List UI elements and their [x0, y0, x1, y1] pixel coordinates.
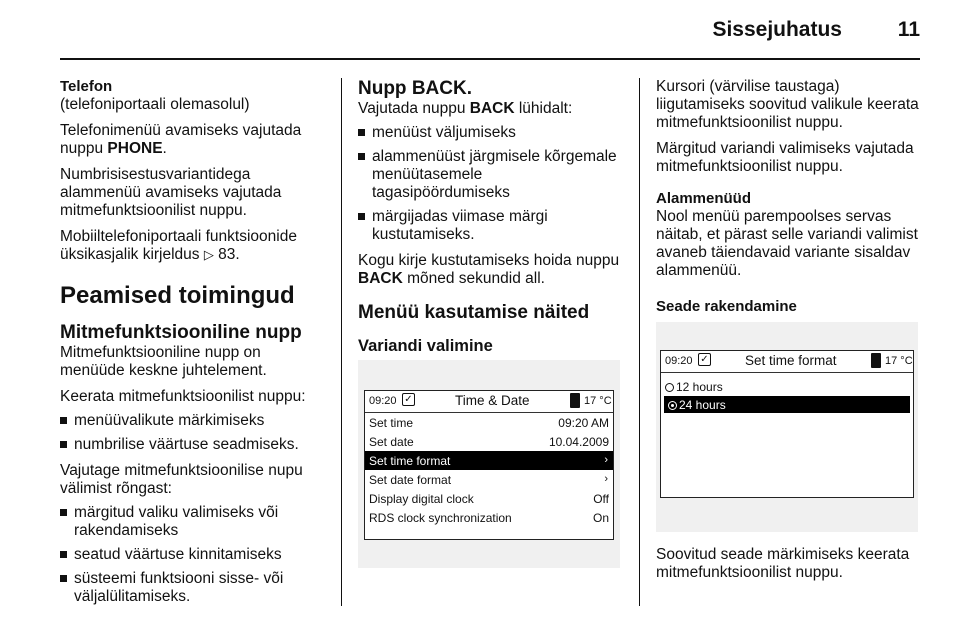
temperature: 17 °C: [885, 355, 913, 367]
paragraph: Numbrisisestusvariantidega alammenüü avamiseks vajutada mitmefunktsioonilist nuppu.: [60, 166, 282, 219]
column-2: [358, 78, 623, 356]
screen-title: Set time format: [745, 353, 837, 368]
menu-row[interactable]: Set time 09:20 AM: [369, 416, 609, 430]
submenu-arrow-icon: ›: [604, 454, 608, 466]
paragraph: Kursori (värvilise taustaga) liigutamiseks soovitud valikule keerata mitmefunktsioonilist nuppu.: [656, 78, 919, 131]
list-item: märgijadas viimase märgi kustutamiseks.: [358, 208, 623, 244]
status-bar: [365, 391, 613, 413]
column-3-footer: [656, 546, 924, 590]
phone-icon: [570, 393, 580, 408]
list-item: seatud väärtuse kinnitamiseks: [60, 546, 325, 564]
screen-title: Time & Date: [455, 393, 530, 408]
screen-image-set-time-format: [656, 322, 918, 532]
paragraph: Mobiiltelefoniportaali funktsioonide üksikasjalik kirjeldus ▷ 83.: [60, 228, 297, 263]
paragraph: Soovitud seade märkimiseks keerata mitmefunktsioonilist nuppu.: [656, 546, 910, 581]
alammenuud-heading: Alammenüüd: [656, 190, 752, 207]
list-item: menüüvalikute märkimiseks: [60, 412, 325, 430]
example-heading: Variandi valimine: [358, 337, 493, 355]
status-bar: [661, 351, 913, 373]
column-3: [656, 78, 924, 316]
temperature: 17 °C: [584, 395, 612, 407]
list-item: alammenüüst järgmisele kõrgemale menüütasemele tagasipöördumiseks: [358, 148, 623, 202]
submenu-arrow-icon: ›: [604, 473, 608, 485]
header-rule: [60, 58, 920, 60]
menu-row-selected[interactable]: Set time format ›: [365, 451, 613, 470]
page-number: 11: [897, 18, 920, 41]
paragraph: Kogu kirje kustutamiseks hoida nuppu BACK mõned sekundid all.: [358, 252, 620, 287]
list-item: menüüst väljumiseks: [358, 124, 623, 142]
radio-option[interactable]: 12 hours: [661, 377, 913, 396]
list-item: süsteemi funktsiooni sisse- või väljalülitamiseks.: [60, 570, 325, 606]
chapter-title: Sissejuhatus: [712, 18, 842, 41]
subsection-heading: Nupp BACK.: [358, 78, 472, 99]
list-item: numbrilise väärtuse seadmiseks.: [60, 436, 325, 454]
paragraph: Nool menüü parempoolses servas näitab, et pärast selle variandi valimist avaneb täiendavaid variante sisaldav alammenüü.: [656, 208, 918, 279]
menu-row[interactable]: RDS clock synchronization On: [369, 511, 609, 525]
telefon-subtitle: (telefoniportaali olemasolul): [60, 96, 250, 113]
paragraph: Telefonimenüü avamiseks vajutada nuppu PHONE.: [60, 122, 302, 157]
screen-image-time-date: [358, 360, 620, 568]
page-header: [0, 0, 960, 60]
menu-row[interactable]: Set date 10.04.2009: [369, 435, 609, 449]
clock-time: 09:20: [665, 355, 693, 367]
column-divider: [639, 78, 640, 606]
radio-unselected-icon: [665, 383, 674, 392]
menu-row[interactable]: Display digital clock Off: [369, 492, 609, 506]
menu-row[interactable]: Set date format ›: [369, 473, 608, 487]
subsection-heading: Mitmefunktsiooniline nupp: [60, 322, 302, 343]
paragraph: Vajutage mitmefunktsioonilise nupu välimist rõngast:: [60, 462, 303, 497]
paragraph: Märgitud variandi valimiseks vajutada mitmefunktsioonilist nuppu.: [656, 140, 914, 175]
section-heading: Peamised toimingud: [60, 282, 295, 309]
paragraph: Vajutada nuppu BACK lühidalt:: [358, 100, 573, 117]
paragraph: Keerata mitmefunktsioonilist nuppu:: [60, 388, 306, 405]
bullet-list: [358, 124, 623, 244]
display-screen: [660, 350, 914, 498]
paragraph: Mitmefunktsiooniline nupp on menüüde keskne juhtelement.: [60, 344, 267, 379]
bullet-list: [60, 504, 325, 606]
column-divider: [341, 78, 342, 606]
telefon-heading: Telefon: [60, 78, 113, 95]
subsection-heading: Menüü kasutamise näited: [358, 302, 590, 323]
check-icon: ✓: [698, 353, 711, 366]
radio-selected-icon: [668, 401, 677, 410]
column-1: [60, 78, 325, 614]
clock-time: 09:20: [369, 395, 397, 407]
reference-arrow-icon: ▷: [203, 247, 214, 262]
display-screen: [364, 390, 614, 540]
list-item: märgitud valiku valimiseks või rakendamiseks: [60, 504, 325, 540]
radio-option-selected[interactable]: 24 hours: [664, 396, 910, 413]
seade-rakendamine-heading: Seade rakendamine: [656, 298, 797, 315]
phone-icon: [871, 353, 881, 368]
check-icon: ✓: [402, 393, 415, 406]
bullet-list: [60, 412, 325, 454]
